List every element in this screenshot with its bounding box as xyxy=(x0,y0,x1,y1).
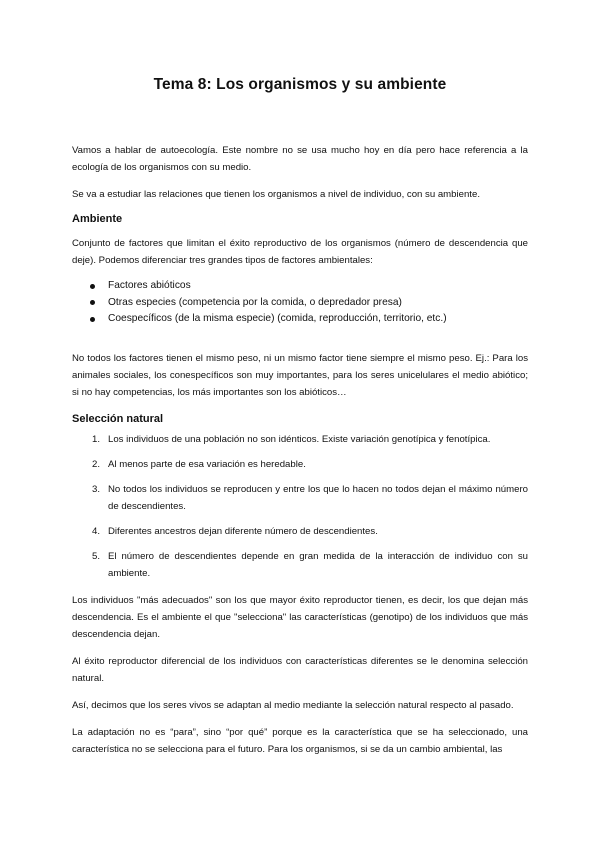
list-item: Coespecíficos (de la misma especie) (comida, reproducción, territorio, etc.) xyxy=(88,311,528,328)
seleccion-paragraph-3: Así, decimos que los seres vivos se adaptan al medio mediante la selección natural respecto al pasado. xyxy=(72,699,514,711)
page-title: Tema 8: Los organismos y su ambiente xyxy=(153,76,447,93)
list-item xyxy=(72,523,528,540)
list-item xyxy=(72,548,528,582)
list-text: Diferentes ancestros dejan diferente número de descendientes. xyxy=(108,525,378,537)
factor-list xyxy=(72,278,528,328)
list-number: 4. xyxy=(92,525,101,537)
list-item xyxy=(72,481,528,515)
seleccion-paragraph-4: La adaptación no es “para”, sino “por qué” porque es la característica que se ha seleccionado, una característica no se selecciona para el futuro. Para los organismos, si se da un cambio ambiental, las xyxy=(72,726,528,755)
section-heading-ambiente: Ambiente xyxy=(72,213,123,225)
list-text: No todos los individuos se reproducen y entre los que lo hacen no todos dejan el máximo número de descendientes. xyxy=(108,483,528,512)
list-number: 3. xyxy=(92,483,101,495)
list-item xyxy=(72,431,528,448)
list-text: Los individuos de una población no son idénticos. Existe variación genotípica y fenotípica. xyxy=(108,433,491,445)
seleccion-paragraph-2: Al éxito reproductor diferencial de los individuos con características diferentes se le denomina selección natural. xyxy=(72,655,528,684)
list-text: Al menos parte de esa variación es heredable. xyxy=(108,458,306,470)
list-text: El número de descendientes depende en gran medida de la interacción de individuo con su ambiente. xyxy=(108,550,528,579)
list-number: 1. xyxy=(92,433,101,445)
list-item xyxy=(72,456,528,473)
list-number: 5. xyxy=(92,550,101,562)
list-item: Otras especies (competencia por la comida, o depredador presa) xyxy=(88,295,528,312)
intro-paragraph-2: Se va a estudiar las relaciones que tienen los organismos a nivel de individuo, con su ambiente. xyxy=(72,189,480,200)
seleccion-paragraph-1: Los individuos "más adecuados" son los que mayor éxito reproductor tienen, es decir, los que dejan más descendencia. Es el ambiente el que "selecciona" las características (genotipo) de los individuos que más descendencia dejan. xyxy=(72,594,528,640)
ambiente-definition: Conjunto de factores que limitan el éxito reproductivo de los organismos (número de descendencia que deje). Podemos diferenciar tres grandes tipos de factores ambientales: xyxy=(72,238,528,266)
list-item: Factores abióticos xyxy=(88,278,528,295)
ambiente-note: No todos los factores tienen el mismo peso, ni un mismo factor tiene siempre el mismo peso. Ej.: Para los animales sociales, los conespecíficos son muy importantes, para los seres unicelulares el medio abiótico; si no hay competencias, los más importantes son los abióticos… xyxy=(72,352,528,398)
intro-paragraph-1: Vamos a hablar de autoecología. Este nombre no se usa mucho hoy en día pero hace referencia a la ecología de los organismos con su medio. xyxy=(72,145,528,173)
section-heading-seleccion: Selección natural xyxy=(72,412,164,425)
seleccion-list xyxy=(72,431,528,582)
list-number: 2. xyxy=(92,458,101,470)
